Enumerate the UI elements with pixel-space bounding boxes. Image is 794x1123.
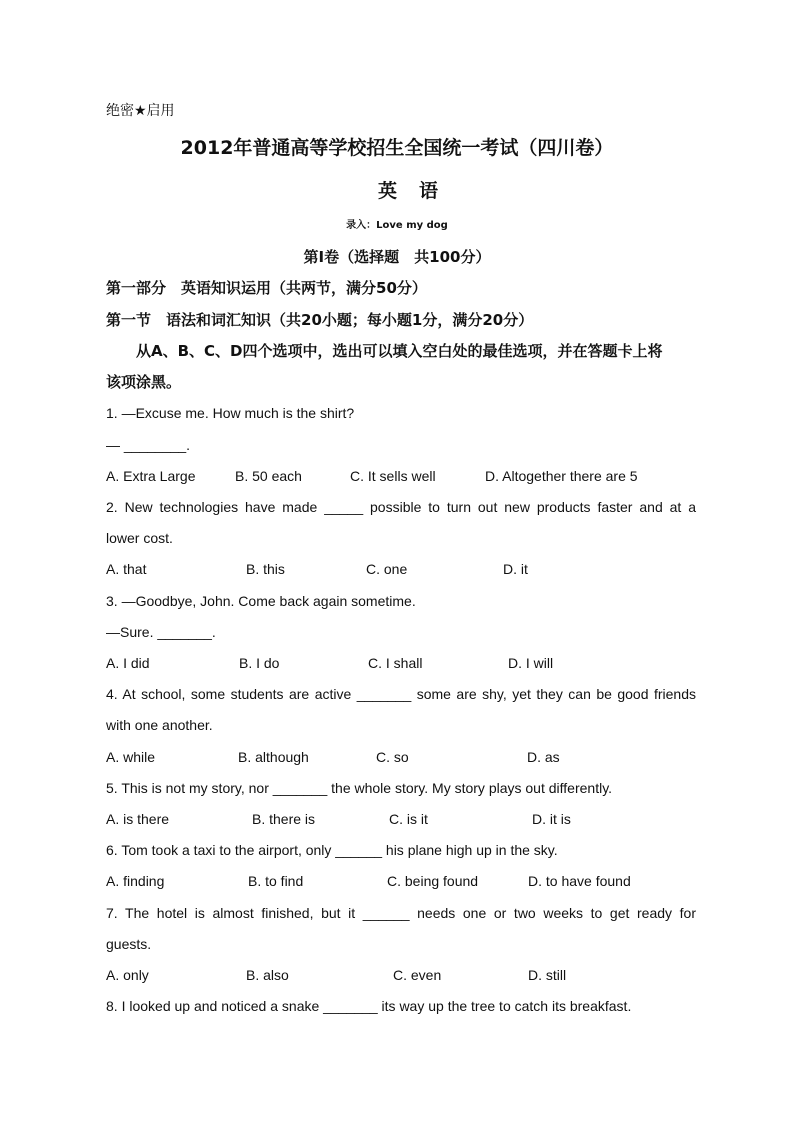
option-a: A. finding (106, 873, 165, 889)
option-a: A. that (106, 561, 147, 577)
section-heading: 第一节 语法和词汇知识（共20小题；每小题1分，满分20分） (106, 311, 534, 329)
option-c: C. so (376, 749, 409, 765)
volume-heading: 第Ⅰ卷（选择题 共100分） (303, 248, 491, 266)
question-2-stem-cont: lower cost. (106, 530, 173, 546)
option-d: D. I will (508, 655, 554, 671)
confidential-label: 绝密★启用 (106, 103, 175, 119)
question-4-stem: 4. At school, some students are active _______ some are shy, yet they can be good friends (106, 686, 696, 702)
option-a: A. only (106, 967, 149, 983)
subject-title: 英语 (377, 180, 460, 202)
option-c: C. even (393, 967, 442, 983)
option-d: D. it (503, 561, 528, 577)
question-7-stem: 7. The hotel is almost finished, but it ______ needs one or two weeks to get ready for (106, 905, 696, 921)
question-3-stem: 3. —Goodbye, John. Come back again sometime. (106, 593, 416, 609)
question-7-stem-cont: guests. (106, 936, 152, 952)
question-3-reply: —Sure. _______. (106, 624, 216, 640)
option-b: B. there is (252, 811, 316, 827)
instruction-line-1: 从A、B、C、D四个选项中，选出可以填入空白处的最佳选项，并在答题卡上将 (136, 342, 663, 360)
option-c: C. It sells well (350, 468, 436, 484)
exam-title: 2012年普通高等学校招生全国统一考试（四川卷） (180, 137, 614, 159)
option-d: D. it is (532, 811, 571, 827)
option-a: A. I did (106, 655, 150, 671)
question-6-stem: 6. Tom took a taxi to the airport, only ______ his plane high up in the sky. (106, 842, 558, 858)
part-heading: 第一部分 英语知识运用（共两节，满分50分） (106, 279, 427, 297)
question-1-reply: — ________. (106, 437, 191, 453)
question-5-stem: 5. This is not my story, nor _______ the whole story. My story plays out differently. (106, 780, 613, 796)
option-d: D. still (528, 967, 567, 983)
option-a: A. while (106, 749, 156, 765)
question-1-stem: 1. —Excuse me. How much is the shirt? (106, 405, 355, 421)
question-4-stem-cont: with one another. (106, 717, 213, 733)
option-b: B. I do (239, 655, 280, 671)
option-a: A. is there (106, 811, 170, 827)
option-b: B. this (246, 561, 285, 577)
option-c: C. being found (387, 873, 479, 889)
credit-line: 录入：Love my dog (346, 220, 448, 231)
option-b: B. although (238, 749, 309, 765)
option-d: D. Altogether there are 5 (485, 468, 638, 484)
option-d: D. to have found (528, 873, 631, 889)
option-b: B. 50 each (235, 468, 302, 484)
option-a: A. Extra Large (106, 468, 196, 484)
question-2-stem: 2. New technologies have made _____ possible to turn out new products faster and at a (106, 499, 696, 515)
option-b: B. to find (248, 873, 304, 889)
option-c: C. is it (389, 811, 428, 827)
option-c: C. I shall (368, 655, 423, 671)
option-b: B. also (246, 967, 289, 983)
option-c: C. one (366, 561, 408, 577)
instruction-line-2: 该项涂黑。 (106, 373, 182, 391)
option-d: D. as (527, 749, 560, 765)
question-8-stem: 8. I looked up and noticed a snake _______ its way up the tree to catch its breakfast. (106, 998, 632, 1014)
